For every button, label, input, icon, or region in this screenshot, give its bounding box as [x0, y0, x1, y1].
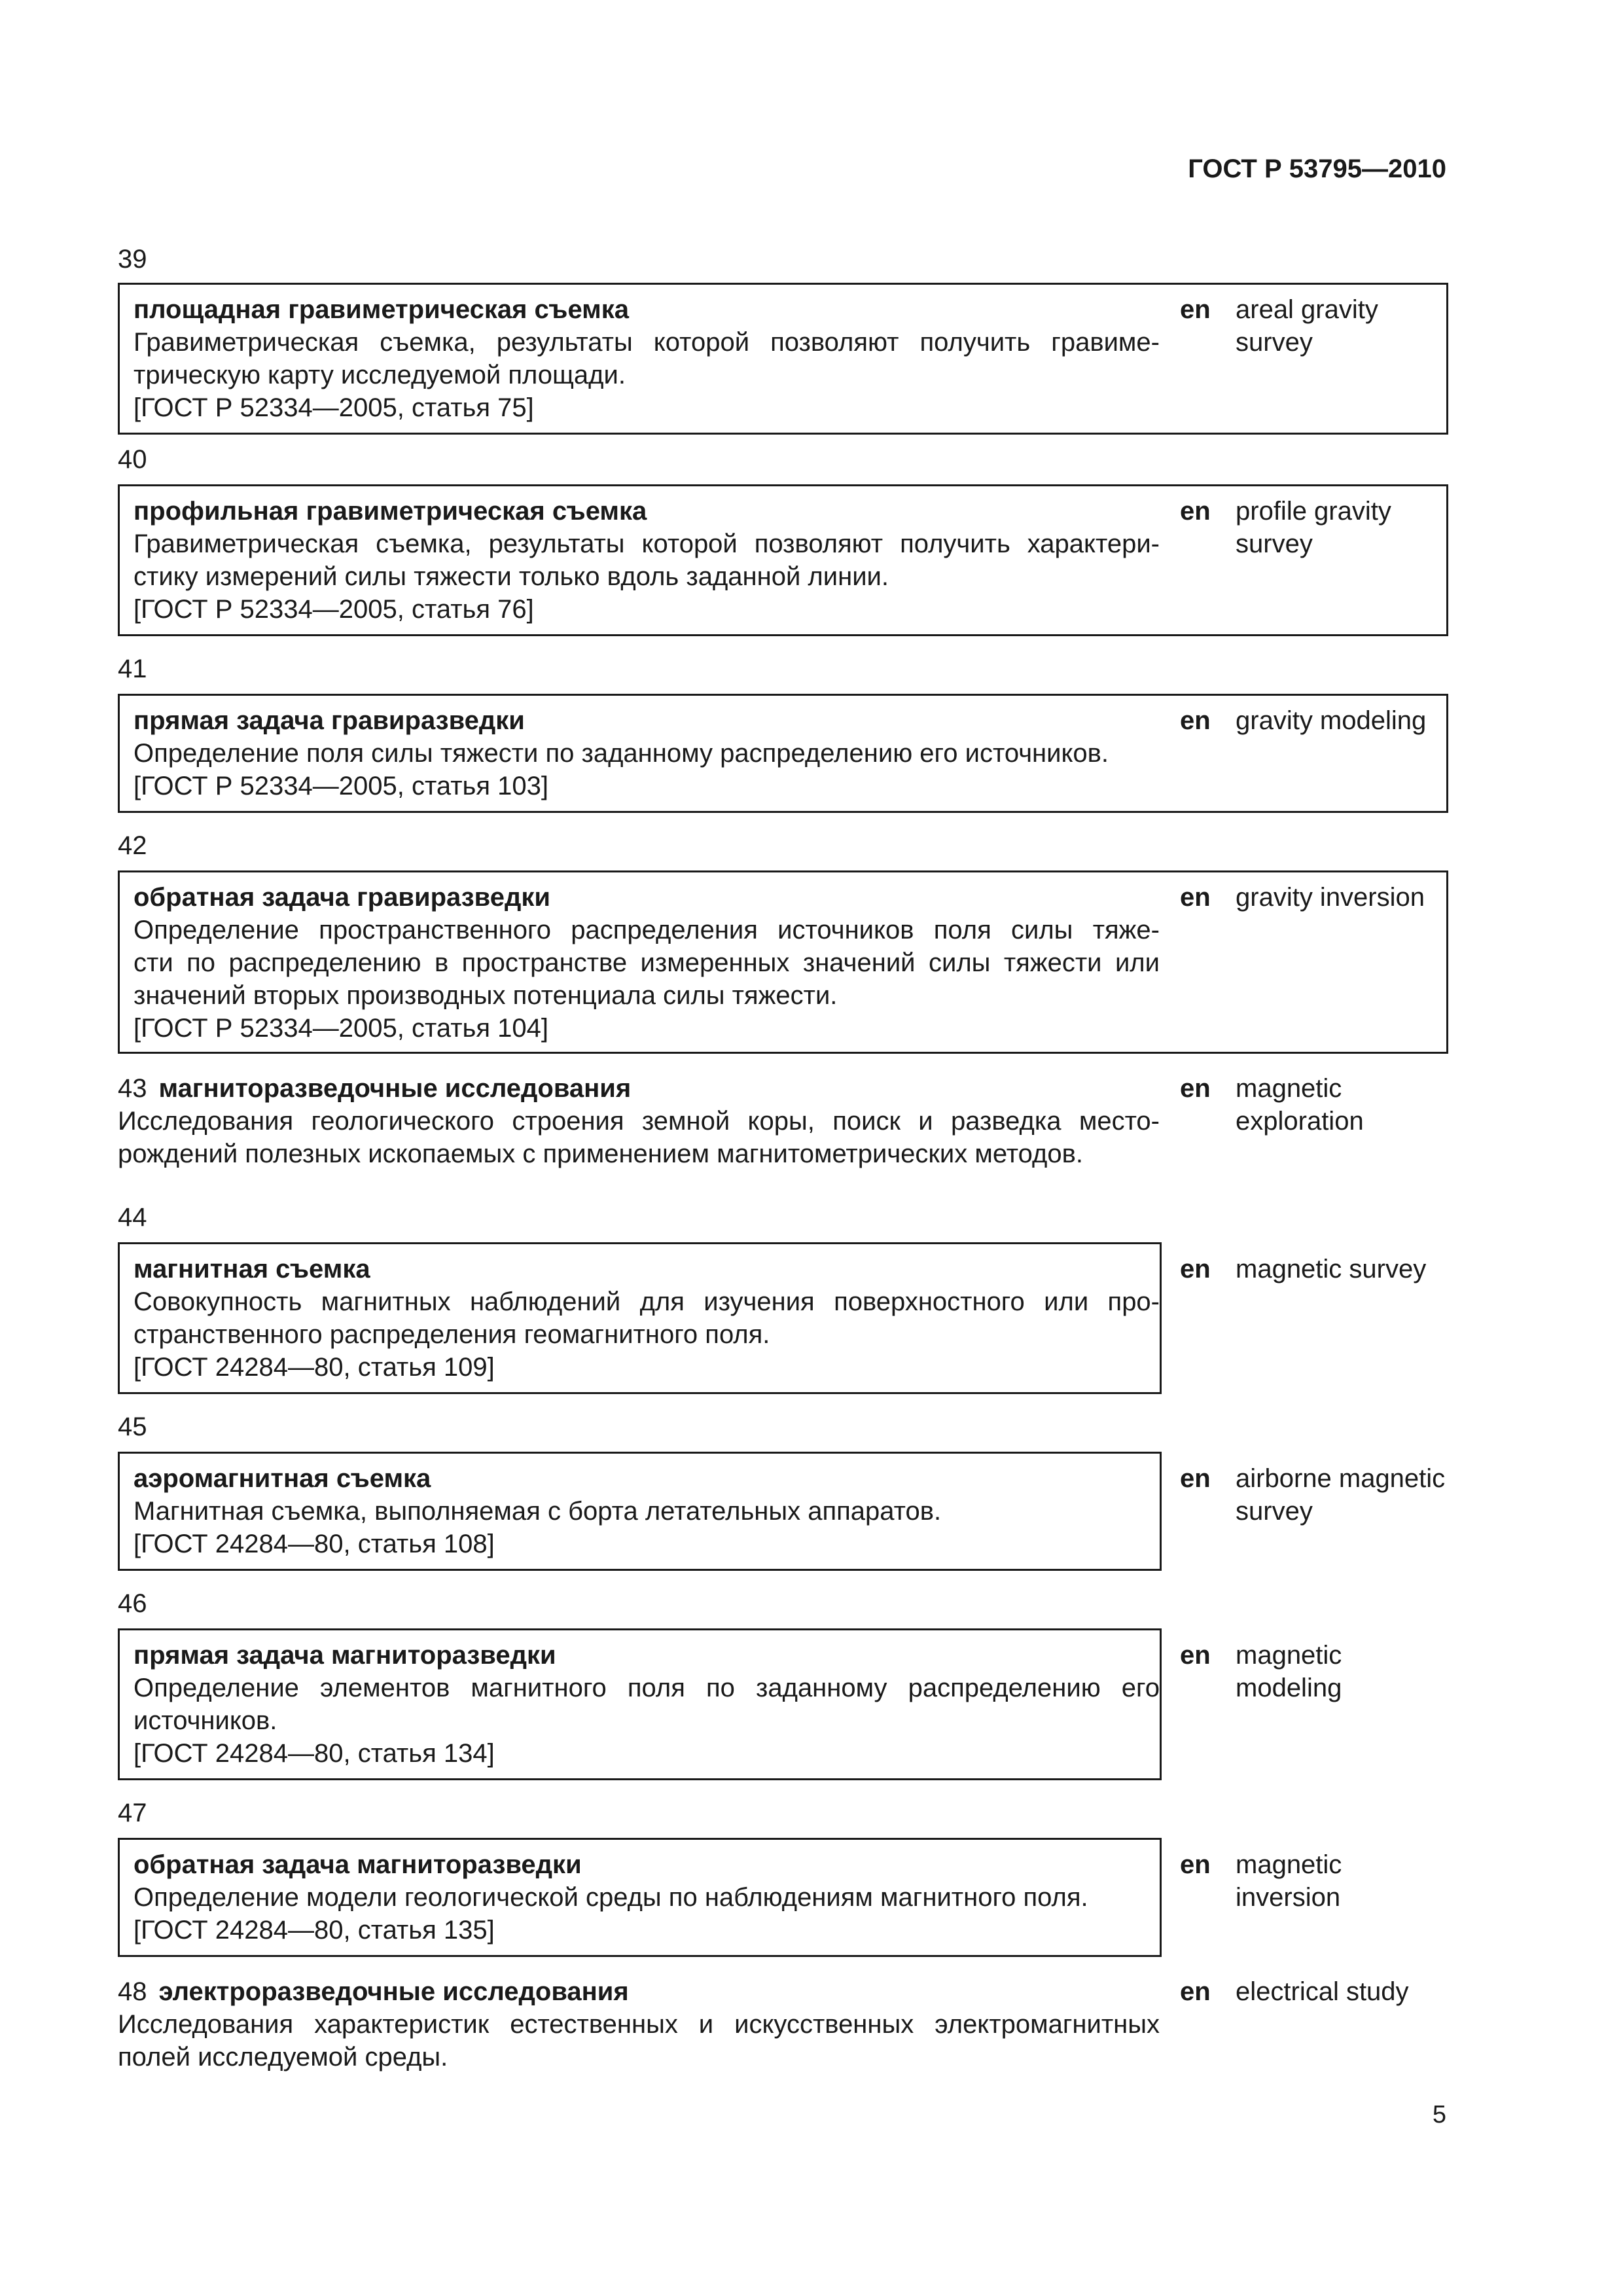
definition-line: стику измерений силы тяжести только вдоль заданной линии.: [134, 562, 889, 591]
language-code: en: [1180, 1464, 1211, 1493]
definition-line: Определение пространственного распределения источников поля силы тяже-: [134, 916, 1160, 944]
entry-body: [134, 495, 1160, 626]
english-equivalent: gravity modeling: [1236, 706, 1427, 735]
definition-line: Магнитная съемка, выполняемая с борта летательных аппаратов.: [134, 1497, 942, 1526]
term-title: аэромагнитная съемка: [134, 1464, 431, 1493]
definition-line: Гравиметрическая съемка, результаты которой позволяют получить характери-: [134, 529, 1160, 558]
entry-body: [118, 1975, 1160, 2073]
reference: [ГОСТ 24284—80, статья 109]: [134, 1353, 495, 1382]
language-code: en: [1180, 1850, 1211, 1879]
english-equivalent: magnetic survey: [1236, 1255, 1427, 1283]
entry-body: [134, 1848, 1160, 1946]
definition-line: странственного распределения геомагнитного поля.: [134, 1320, 770, 1349]
reference: [ГОСТ Р 52334—2005, статья 76]: [134, 595, 534, 624]
entry-number: 46: [118, 1589, 147, 1618]
entry-body: [134, 881, 1160, 1045]
english-equivalent: magnetic exploration: [1236, 1074, 1364, 1136]
page-number: 5: [1432, 2101, 1446, 2128]
language-code: en: [1180, 1074, 1211, 1103]
entry-body: [134, 704, 1160, 802]
definition-line: Исследования геологического строения земной коры, поиск и разведка место-: [118, 1107, 1160, 1136]
language-code: en: [1180, 883, 1211, 912]
reference: [ГОСТ 24284—80, статья 135]: [134, 1916, 495, 1945]
language-code: en: [1180, 497, 1211, 526]
english-equivalent: electrical study: [1236, 1977, 1409, 2006]
term-title: площадная гравиметрическая съемка: [134, 295, 630, 324]
reference: [ГОСТ Р 52334—2005, статья 104]: [134, 1014, 549, 1043]
reference: [ГОСТ Р 52334—2005, статья 75]: [134, 393, 534, 422]
entry-body: [134, 1253, 1160, 1384]
term-title: магниторазведочные исследования: [158, 1074, 632, 1103]
term-title: прямая задача гравиразведки: [134, 706, 525, 735]
definition-line: Исследования характеристик естественных и искусственных электромагнитных: [118, 2010, 1160, 2039]
entry-number: 44: [118, 1203, 147, 1232]
term-title: профильная гравиметрическая съемка: [134, 497, 647, 526]
term-title: обратная задача гравиразведки: [134, 883, 550, 912]
definition-line: трическую карту исследуемой площади.: [134, 361, 626, 389]
entry-body: [134, 293, 1160, 424]
entry-number: 42: [118, 831, 147, 860]
definition-line: полей исследуемой среды.: [118, 2043, 448, 2072]
definition-line: значений вторых производных потенциала силы тяжести.: [134, 981, 838, 1010]
english-equivalent: magnetic inversion: [1236, 1850, 1342, 1912]
english-equivalent: areal gravity survey: [1236, 295, 1378, 357]
entry-number: 48: [118, 1977, 147, 2006]
english-equivalent: airborne magnetic survey: [1236, 1464, 1446, 1526]
term-title: обратная задача магниторазведки: [134, 1850, 582, 1879]
entry-number: 47: [118, 1799, 147, 1827]
entry-number: 45: [118, 1412, 147, 1441]
definition-line: Совокупность магнитных наблюдений для изучения поверхностного или про-: [134, 1287, 1160, 1316]
reference: [ГОСТ 24284—80, статья 108]: [134, 1530, 495, 1558]
english-equivalent: magnetic modeling: [1236, 1641, 1342, 1702]
definition-line: сти по распределению в пространстве измеренных значений силы тяжести или: [134, 948, 1160, 977]
language-code: en: [1180, 1641, 1211, 1670]
term-title: прямая задача магниторазведки: [134, 1641, 556, 1670]
entry-number: 43: [118, 1074, 147, 1103]
language-code: en: [1180, 1977, 1211, 2006]
reference: [ГОСТ 24284—80, статья 134]: [134, 1739, 495, 1768]
document-header: ГОСТ Р 53795—2010: [1188, 154, 1446, 183]
entry-number: 41: [118, 655, 147, 683]
entry-number: 40: [118, 445, 147, 474]
english-equivalent: profile gravity survey: [1236, 497, 1391, 558]
definition-line: Определение модели геологической среды по наблюдениям магнитного поля.: [134, 1883, 1088, 1912]
entry-number: 39: [118, 245, 147, 274]
language-code: en: [1180, 706, 1211, 735]
definition-line: Определение поля силы тяжести по заданному распределению его источников.: [134, 739, 1109, 768]
definition-line: источников.: [134, 1706, 277, 1735]
entry-body: [134, 1462, 1160, 1560]
english-equivalent: gravity inversion: [1236, 883, 1425, 912]
language-code: en: [1180, 1255, 1211, 1283]
entry-body: [134, 1639, 1160, 1770]
term-title: магнитная съемка: [134, 1255, 370, 1283]
definition-line: Определение элементов магнитного поля по заданному распределению его: [134, 1674, 1160, 1702]
entry-body: [118, 1072, 1160, 1170]
reference: [ГОСТ Р 52334—2005, статья 103]: [134, 772, 549, 800]
term-title: электроразведочные исследования: [158, 1977, 629, 2006]
language-code: en: [1180, 295, 1211, 324]
definition-line: Гравиметрическая съемка, результаты которой позволяют получить гравиме-: [134, 328, 1160, 357]
definition-line: рождений полезных ископаемых с применением магнитометрических методов.: [118, 1139, 1083, 1168]
